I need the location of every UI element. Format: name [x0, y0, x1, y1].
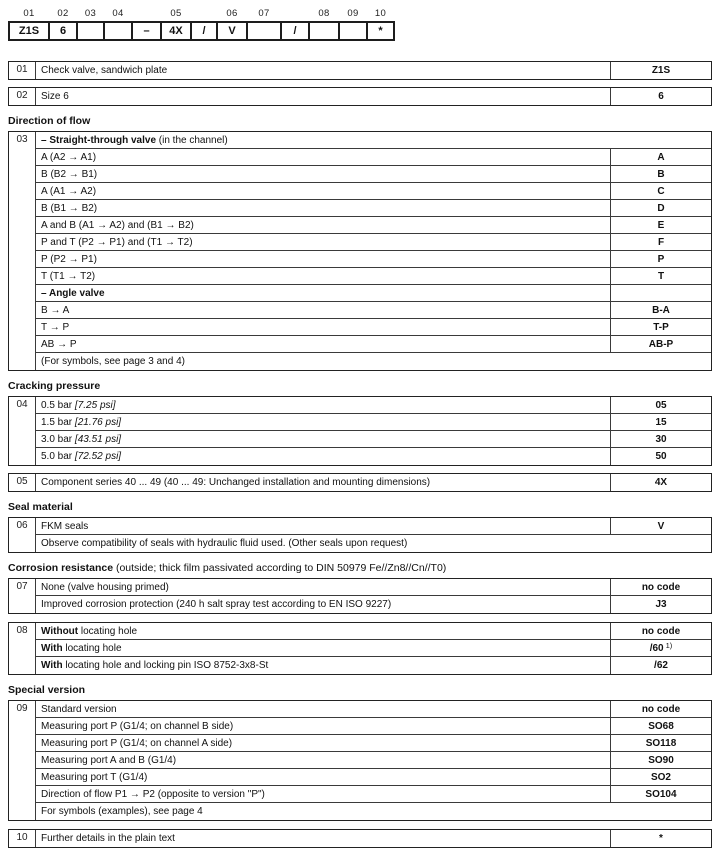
- row-description: A (A1 → A2): [41, 185, 97, 197]
- row-code: 4X: [610, 474, 711, 491]
- code-position-label: 05: [170, 8, 182, 19]
- code-position-label: 09: [347, 8, 359, 19]
- ordering-code-strip: [8, 8, 717, 41]
- code-field: –: [131, 21, 162, 41]
- table-row: [36, 803, 711, 820]
- row-description: For symbols (examples), see page 4: [41, 806, 203, 817]
- row-code: 30: [610, 431, 711, 447]
- row-code: 05: [610, 397, 711, 413]
- row-code: Z1S: [610, 62, 711, 79]
- row-number: 04: [9, 397, 36, 465]
- row-code: no code: [610, 623, 711, 639]
- row-code: SO90: [610, 752, 711, 768]
- row-code: 6: [610, 88, 711, 105]
- table-row: [36, 640, 711, 657]
- table-row: [36, 579, 711, 596]
- row-description: A (A2 → A1): [41, 151, 97, 163]
- row-description: Component series 40 ... 49 (40 ... 49: Unchanged installation and mounting dimensions): [41, 477, 431, 488]
- table-row: [36, 448, 711, 465]
- row-number: 05: [9, 474, 36, 491]
- section-header-direction-of-flow: Direction of flow: [8, 115, 91, 127]
- table-row: [36, 752, 711, 769]
- table-row: [36, 336, 711, 353]
- ordering-table-10: [8, 829, 712, 848]
- code-position-label: 01: [23, 8, 35, 19]
- row-code: SO118: [610, 735, 711, 751]
- table-row: [36, 830, 711, 847]
- row-description: With locating hole: [41, 642, 122, 654]
- row-description: Improved corrosion protection (240 h salt spray test according to EN ISO 9227): [41, 599, 392, 610]
- row-description: Measuring port P (G1/4; on channel A side): [41, 737, 233, 749]
- row-number: 03: [9, 132, 36, 370]
- row-description: B (B2 → B1): [41, 168, 98, 180]
- row-description: FKM seals: [41, 520, 89, 532]
- table-row: [36, 217, 711, 234]
- row-number: 10: [9, 830, 36, 847]
- row-code: SO2: [610, 769, 711, 785]
- row-description: B → A: [41, 304, 70, 316]
- row-code: /62: [610, 657, 711, 674]
- code-cell-slash-2: [280, 8, 310, 41]
- table-row: [36, 353, 711, 370]
- section-header-corrosion-resistance: Corrosion resistance (outside; thick film passivated according to DIN 50979 Fe//Zn8//Cn//T0): [8, 562, 447, 574]
- row-description: Measuring port P (G1/4; on channel B side): [41, 720, 234, 732]
- row-code: 15: [610, 414, 711, 430]
- row-code: T-P: [610, 319, 711, 335]
- row-description: – Angle valve: [41, 287, 105, 299]
- row-description: None (valve housing primed): [41, 581, 169, 593]
- row-number: 06: [9, 518, 36, 552]
- row-code: /60 1): [610, 640, 711, 656]
- code-cell-dash: [131, 8, 162, 41]
- row-code: B-A: [610, 302, 711, 318]
- table-row: [36, 234, 711, 251]
- row-description: T (T1 → T2): [41, 270, 96, 282]
- row-code: no code: [610, 579, 711, 595]
- table-row: [36, 302, 711, 319]
- row-description: Check valve, sandwich plate: [41, 65, 168, 76]
- row-number: 09: [9, 701, 36, 820]
- table-row: [36, 62, 711, 79]
- ordering-table-02: [8, 87, 712, 106]
- table-row: [36, 701, 711, 718]
- table-row: [36, 414, 711, 431]
- code-cell-slash-1: [190, 8, 218, 41]
- ordering-table-04: [8, 396, 712, 466]
- ordering-table-09: [8, 700, 712, 821]
- row-code: T: [610, 268, 711, 284]
- row-code: F: [610, 234, 711, 250]
- code-position-label: 07: [258, 8, 270, 19]
- row-code: E: [610, 217, 711, 233]
- table-row: [36, 735, 711, 752]
- row-description: 0.5 bar [7.25 psi]: [41, 399, 116, 411]
- table-row: [36, 251, 711, 268]
- code-position-label: [190, 8, 218, 21]
- ordering-table-06: [8, 517, 712, 553]
- section-header-special-version: Special version: [8, 684, 86, 696]
- code-position-label: 03: [84, 8, 97, 19]
- code-field: Z1S: [8, 21, 50, 41]
- row-description: A and B (A1 → A2) and (B1 → B2): [41, 219, 194, 231]
- row-code: V: [610, 518, 711, 534]
- row-description: Standard version: [41, 703, 117, 715]
- ordering-table-01: [8, 61, 712, 80]
- code-cell-03: [76, 8, 105, 41]
- row-code: J3: [610, 596, 711, 613]
- section-header-seal-material: Seal material: [8, 501, 73, 513]
- table-row: [36, 149, 711, 166]
- table-row: [36, 132, 711, 149]
- row-description: P (P2 → P1): [41, 253, 97, 265]
- table-row: [36, 285, 711, 302]
- row-description: Measuring port T (G1/4): [41, 771, 148, 783]
- code-cell-01: [8, 8, 50, 41]
- row-code: AB-P: [610, 336, 711, 352]
- table-row: [36, 718, 711, 735]
- table-row: [36, 657, 711, 674]
- table-row: [36, 319, 711, 336]
- row-description: AB → P: [41, 338, 77, 350]
- code-cell-04: [103, 8, 133, 41]
- code-field: *: [366, 21, 395, 41]
- row-description: Observe compatibility of seals with hydraulic fluid used. (Other seals upon request): [41, 538, 408, 549]
- row-number: 01: [9, 62, 36, 79]
- row-code: D: [610, 200, 711, 216]
- row-description: 3.0 bar [43.51 psi]: [41, 433, 122, 445]
- table-row: [36, 786, 711, 803]
- code-position-label: 10: [374, 8, 387, 19]
- code-position-label: 06: [226, 8, 238, 19]
- code-position-label: 08: [318, 8, 330, 19]
- table-row: [36, 623, 711, 640]
- row-description: Size 6: [41, 91, 69, 102]
- code-position-label: [280, 8, 310, 21]
- section-header-cracking-pressure: Cracking pressure: [8, 380, 101, 392]
- row-code: [610, 285, 711, 301]
- table-row: [36, 431, 711, 448]
- table-row: [36, 596, 711, 613]
- table-row: [36, 474, 711, 491]
- ordering-table-07: [8, 578, 712, 614]
- table-row: [36, 166, 711, 183]
- ordering-table-03: [8, 131, 712, 371]
- table-row: [36, 183, 711, 200]
- row-description: Measuring port A and B (G1/4): [41, 754, 177, 766]
- code-field: /: [280, 21, 310, 41]
- table-row: [36, 769, 711, 786]
- table-row: [36, 200, 711, 217]
- row-description: – Straight-through valve (in the channel): [41, 134, 228, 146]
- table-row: [36, 535, 711, 552]
- code-field: [338, 21, 368, 41]
- code-position-label: 02: [57, 8, 69, 19]
- row-code: A: [610, 149, 711, 165]
- code-field: 4X: [160, 21, 192, 41]
- row-code: no code: [610, 701, 711, 717]
- code-cell-05: [160, 8, 192, 41]
- code-field: [103, 21, 133, 41]
- code-cell-08: [308, 8, 340, 41]
- row-code: P: [610, 251, 711, 267]
- code-cell-02: [48, 8, 78, 41]
- row-description: B (B1 → B2): [41, 202, 98, 214]
- table-row: [36, 268, 711, 285]
- code-field: [76, 21, 105, 41]
- code-field: /: [190, 21, 218, 41]
- code-cell-07: [246, 8, 282, 41]
- row-code: SO68: [610, 718, 711, 734]
- code-cell-10: [366, 8, 395, 41]
- row-description: 5.0 bar [72.52 psi]: [41, 451, 122, 462]
- row-number: 07: [9, 579, 36, 613]
- code-position-label: [131, 8, 162, 21]
- row-description: With locating hole and locking pin ISO 8752-3x8-St: [41, 660, 269, 671]
- table-row: [36, 518, 711, 535]
- row-description: T → P: [41, 321, 70, 333]
- code-cell-06: [216, 8, 248, 41]
- row-description: P and T (P2 → P1) and (T1 → T2): [41, 236, 193, 248]
- code-field: 6: [48, 21, 78, 41]
- code-field: V: [216, 21, 248, 41]
- row-description: (For symbols, see page 3 and 4): [41, 356, 185, 367]
- row-code: SO104: [610, 786, 711, 802]
- table-row: [36, 397, 711, 414]
- row-description: Further details in the plain text: [41, 833, 175, 844]
- footnote-marker: 1): [665, 640, 673, 650]
- ordering-table-05: [8, 473, 712, 492]
- row-code: 50: [610, 448, 711, 465]
- code-field: [246, 21, 282, 41]
- row-description: Without locating hole: [41, 625, 138, 637]
- row-number: 02: [9, 88, 36, 105]
- row-code: C: [610, 183, 711, 199]
- row-description: Direction of flow P1 → P2 (opposite to version "P"): [41, 788, 265, 800]
- row-description: 1.5 bar [21.76 psi]: [41, 416, 122, 428]
- code-position-label: 04: [112, 8, 124, 19]
- code-cell-09: [338, 8, 368, 41]
- row-number: 08: [9, 623, 36, 674]
- row-code: *: [610, 830, 711, 847]
- row-code: B: [610, 166, 711, 182]
- code-field: [308, 21, 340, 41]
- table-row: [36, 88, 711, 105]
- ordering-table-08: [8, 622, 712, 675]
